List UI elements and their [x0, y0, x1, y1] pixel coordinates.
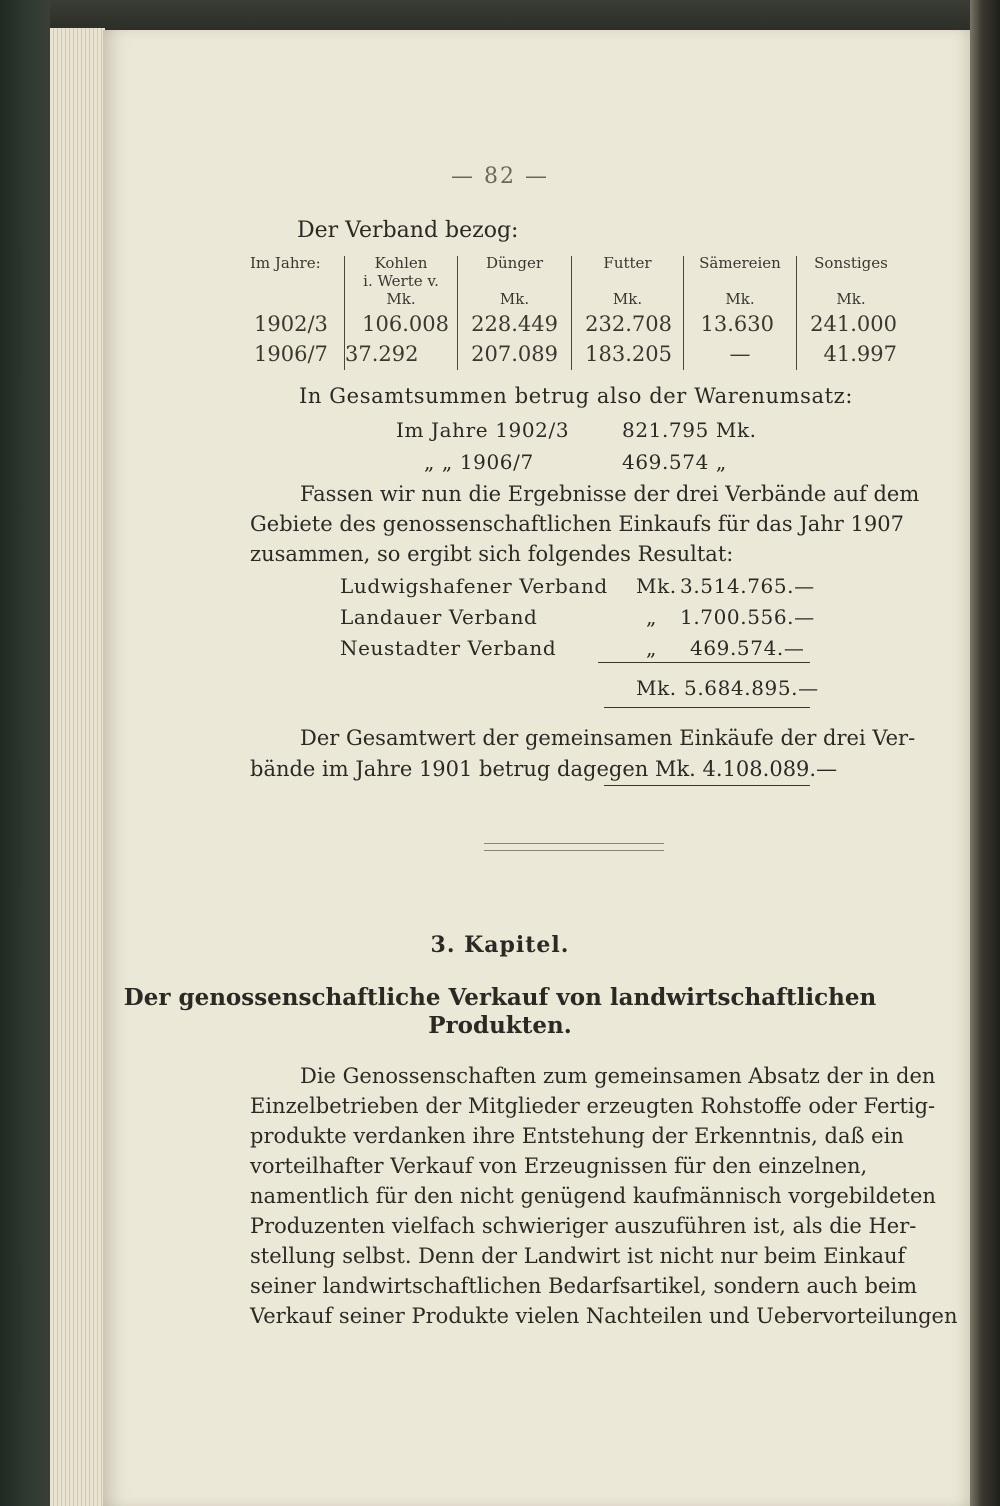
sum-rule — [598, 662, 810, 663]
total-value: 5.684.895.— — [684, 676, 819, 700]
gesamt-value: 821.795 Mk. — [622, 418, 757, 442]
paragraph-line: Produzenten vielfach schwieriger auszuführen ist, als die Her- — [250, 1214, 917, 1238]
page-stack-edge — [50, 28, 105, 1506]
result-unit: Mk. — [636, 574, 677, 598]
table-cell: 13.630 — [700, 312, 774, 336]
gesamt-intro: In Gesamtsummen betrug also der Warenumsatz: — [299, 384, 853, 408]
paragraph-line: bände im Jahre 1901 betrug dagegen Mk. 4.108.089.— — [250, 757, 838, 781]
table-cell: 241.000 — [810, 312, 897, 336]
table-header: Im Jahre: — [250, 254, 321, 272]
paragraph-line: zusammen, so ergibt sich folgendes Resultat: — [250, 542, 734, 566]
table-header-sub: i. Werte v. — [363, 272, 439, 290]
chapter-title: 3. Kapitel. — [430, 932, 570, 958]
total-rule — [604, 707, 810, 708]
table-cell: — — [729, 342, 751, 366]
book-cover-right — [970, 0, 1000, 1506]
result-value: 469.574.— — [690, 636, 805, 660]
table-cell: 41.997 — [823, 342, 897, 366]
table-unit: Mk. — [612, 290, 643, 308]
table-header: Futter — [603, 254, 652, 272]
table-cell: 1902/3 — [254, 312, 328, 336]
section-heading: Der genossenschaftliche Verkauf von landwirtschaftlichen — [123, 984, 877, 1011]
result-name: Neustadter Verband — [340, 636, 557, 660]
table-cell: 1906/7 — [254, 342, 328, 366]
gesamt-value: 469.574 „ — [622, 450, 727, 474]
result-name: Landauer Verband — [340, 605, 538, 629]
table-header: Sämereien — [699, 254, 781, 272]
table-header: Dünger — [486, 254, 543, 272]
total-unit: Mk. — [636, 676, 677, 700]
table-unit: Mk. — [499, 290, 530, 308]
paragraph-line: produkte verdanken ihre Entstehung der Erkenntnis, daß ein — [250, 1124, 904, 1148]
paragraph-line: Die Genossenschaften zum gemeinsamen Absatz der in den — [300, 1064, 936, 1088]
paragraph-line: Gebiete des genossenschaftlichen Einkaufs für das Jahr 1907 — [250, 512, 904, 536]
paragraph-line: Fassen wir nun die Ergebnisse der drei Verbände auf dem — [300, 482, 920, 506]
result-unit: „ — [646, 605, 657, 629]
table-header: Kohlen — [374, 254, 428, 272]
table-cell: 106.008 — [362, 312, 449, 336]
result-value: 3.514.765.— — [680, 574, 815, 598]
underline-rule — [604, 785, 810, 786]
result-unit: „ — [646, 636, 657, 660]
book-binding — [0, 0, 50, 1506]
page-number: — 82 — — [451, 164, 549, 189]
paragraph-line: namentlich für den nicht genügend kaufmännisch vorgebildeten — [250, 1184, 936, 1208]
book-cover-top — [0, 0, 1000, 30]
paragraph-line: Verkauf seiner Produkte vielen Nachteilen und Uebervorteilungen — [250, 1304, 958, 1328]
result-value: 1.700.556.— — [680, 605, 815, 629]
table-cell: 37.292 — [345, 342, 419, 366]
result-name: Ludwigshafener Verband — [340, 574, 608, 598]
table-unit: Mk. — [836, 290, 866, 308]
table-cell: 228.449 — [471, 312, 558, 336]
paragraph-line: stellung selbst. Denn der Landwirt ist nicht nur beim Einkauf — [250, 1244, 906, 1268]
section-heading: Produkten. — [428, 1012, 572, 1039]
gesamt-label: „ „ 1906/7 — [424, 450, 534, 474]
table-unit: Mk. — [386, 290, 416, 308]
table-unit: Mk. — [725, 290, 755, 308]
table-header: Sonstiges — [814, 254, 888, 272]
section-ornament — [484, 843, 664, 851]
table-cell: 232.708 — [585, 312, 672, 336]
paragraph-line: Einzelbetrieben der Mitglieder erzeugten Rohstoffe oder Fertig- — [250, 1094, 936, 1118]
paragraph-line: Der Gesamtwert der gemeinsamen Einkäufe der drei Ver- — [300, 726, 916, 750]
gesamt-label: Im Jahre 1902/3 — [396, 418, 570, 442]
table-intro: Der Verband bezog: — [297, 218, 519, 243]
paragraph-line: seiner landwirtschaftlichen Bedarfsartikel, sondern auch beim — [250, 1274, 918, 1298]
paragraph-line: vorteilhafter Verkauf von Erzeugnissen für den einzelnen, — [250, 1154, 868, 1178]
table-cell: 183.205 — [585, 342, 672, 366]
table-cell: 207.089 — [471, 342, 558, 366]
